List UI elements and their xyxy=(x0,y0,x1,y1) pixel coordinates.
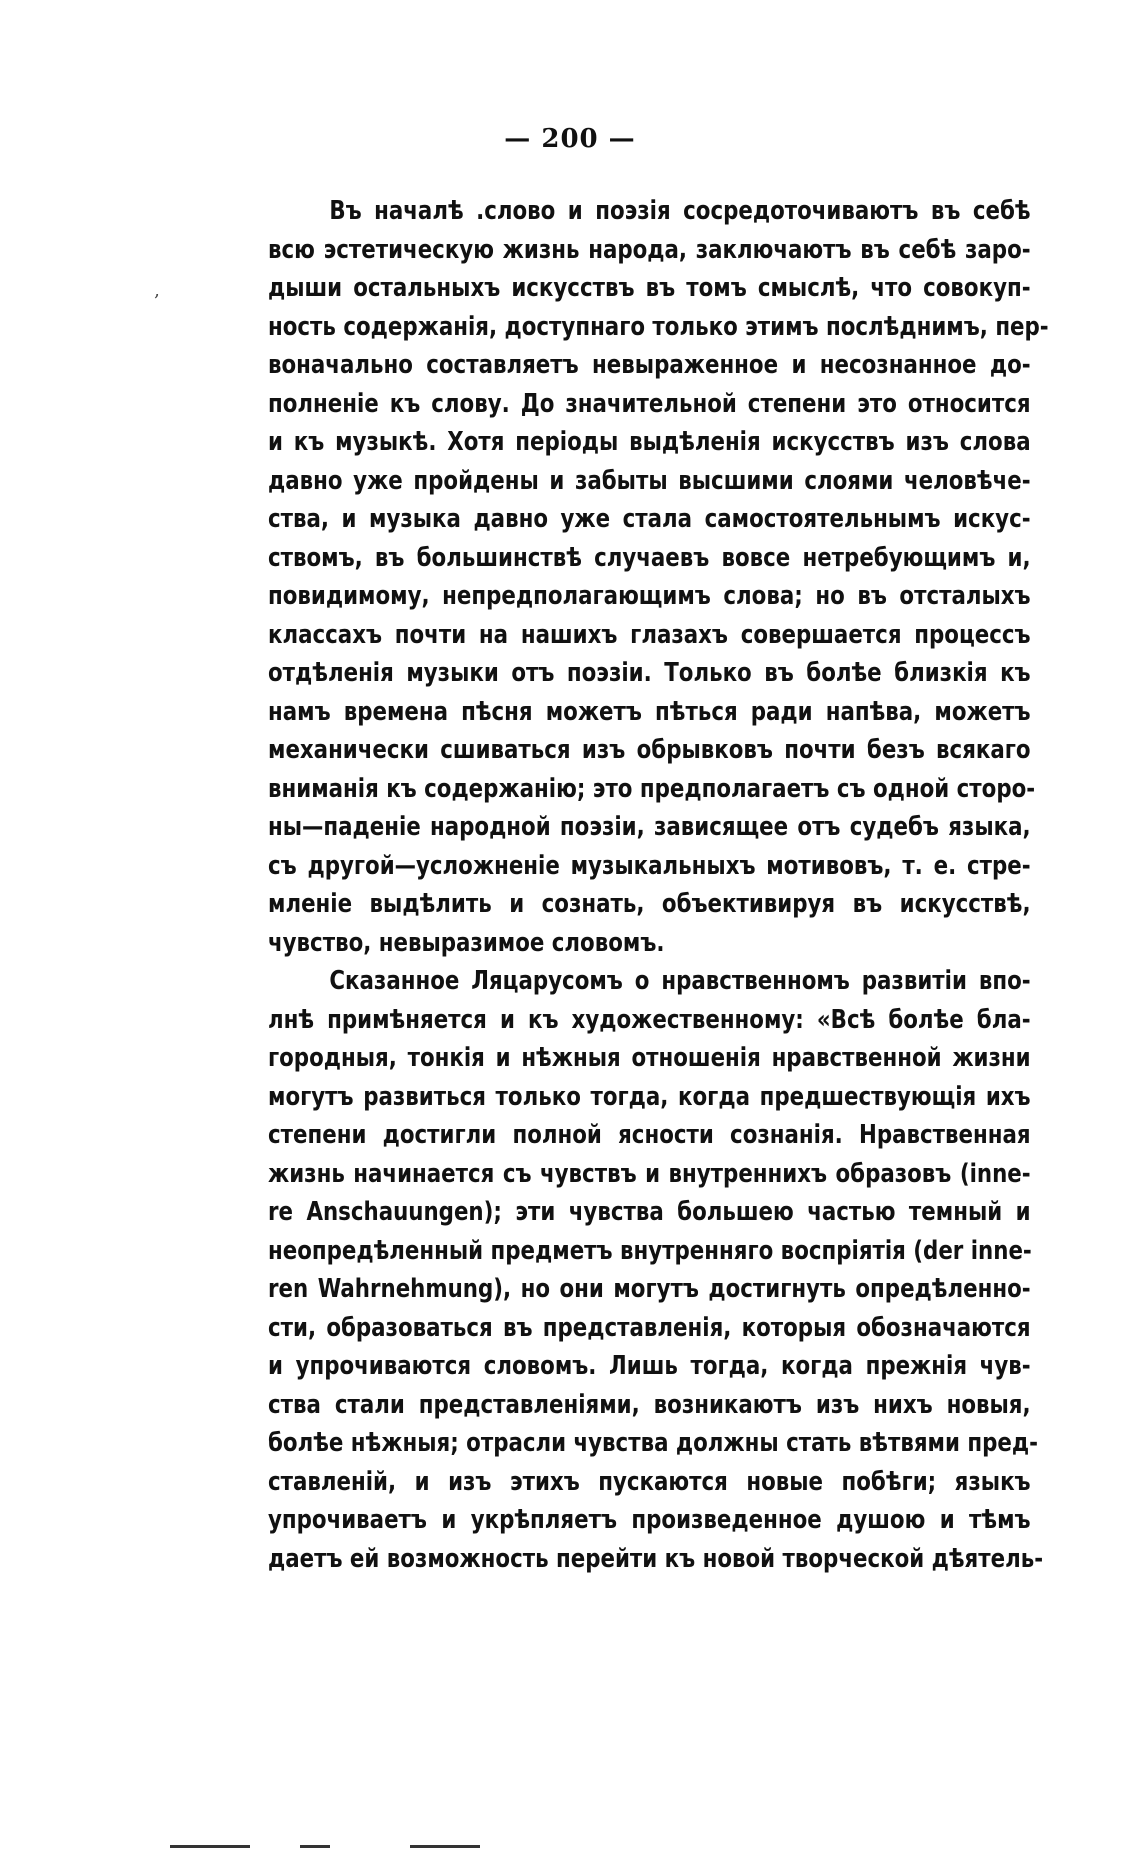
text-line: Въ началѣ .слово и поэзія сосредоточиваютъ въ себѣ xyxy=(329,196,1031,226)
stray-ink-mark: ‚ xyxy=(154,280,160,301)
text-line: механически сшиваться изъ обрывковъ почти безъ всякаго xyxy=(268,735,1031,765)
text-line: чувство, невыразимое словомъ. xyxy=(268,927,665,958)
text-line: всю эстетическую жизнь народа, заключаютъ въ себѣ заро- xyxy=(268,234,1031,265)
text-line: съ другой—усложненіе музыкальныхъ мотивовъ, т. е. стре- xyxy=(268,850,1031,881)
text-line: повидимому, непредполагающимъ слова; но въ отсталыхъ xyxy=(268,581,1031,611)
text-line: ства стали представленіями, возникаютъ изъ нихъ новыя, xyxy=(268,1389,1031,1420)
text-line: упрочиваетъ и укрѣпляетъ произведенное душою и тѣмъ xyxy=(268,1505,1031,1535)
text-line: ставленій, и изъ этихъ пускаются новые побѣги; языкъ xyxy=(268,1466,1031,1497)
text-line: городныя, тонкія и нѣжныя отношенія нравственной жизни xyxy=(268,1043,1031,1073)
text-line: ства, и музыка давно уже стала самостоятельнымъ искус- xyxy=(268,504,1031,534)
footer-rule-middle xyxy=(300,1845,330,1848)
text-line: сти, образоваться въ представленія, которыя обозначаются xyxy=(268,1312,1031,1343)
text-line: давно уже пройдены и забыты высшими слоями человѣче- xyxy=(268,465,1031,496)
text-line: неопредѣленный предметъ внутренняго воспріятія (der inne- xyxy=(268,1235,1032,1266)
text-line: и упрочиваются словомъ. Лишь тогда, когда прежнія чув- xyxy=(268,1351,1031,1381)
text-line: полненіе къ слову. До значительной степени это относится xyxy=(268,388,1031,419)
text-line: воначально составляетъ невыраженное и несознанное до- xyxy=(268,350,1031,380)
text-line: болѣе нѣжныя; отрасли чувства должны стать вѣтвями пред- xyxy=(268,1428,1038,1458)
paragraph-1 xyxy=(268,192,1049,962)
text-line: даетъ ей возможность перейти къ новой творческой дѣятель- xyxy=(268,1543,1044,1574)
body-text xyxy=(268,192,1049,1578)
text-line: и къ музыкѣ. Хотя періоды выдѣленія искусствъ изъ слова xyxy=(268,427,1031,457)
text-line: могутъ развиться только тогда, когда предшествующія ихъ xyxy=(268,1081,1031,1112)
text-line: ны—паденіе народной поэзіи, зависящее отъ судебъ языка, xyxy=(268,812,1031,842)
page-number: — 200 — xyxy=(504,124,636,154)
text-line: лнѣ примѣняется и къ художественному: «Всѣ болѣе бла- xyxy=(268,1004,1031,1035)
text-line: классахъ почти на нашихъ глазахъ совершается процессъ xyxy=(268,619,1031,650)
text-line: степени достигли полной ясности сознанія. Нравственная xyxy=(268,1120,1031,1150)
text-line: вниманія къ содержанію; это предполагаетъ съ одной сторо- xyxy=(268,773,1036,804)
text-line: re Anschauungen); эти чувства большею частью темный и xyxy=(268,1197,1031,1227)
footer-rule-left xyxy=(170,1845,250,1848)
paragraph-2 xyxy=(268,962,1044,1578)
text-line: дыши остальныхъ искусствъ въ томъ смыслѣ, что совокуп- xyxy=(268,273,1031,303)
text-line: ren Wahrnehmung), но они могутъ достигнуть опредѣленно- xyxy=(268,1274,1031,1304)
text-line: жизнь начинается съ чувствъ и внутреннихъ образовъ (inne- xyxy=(268,1158,1031,1189)
text-line: ствомъ, въ большинствѣ случаевъ вовсе нетребующимъ и, xyxy=(268,542,1031,573)
text-line: Сказанное Ляцарусомъ о нравственномъ развитіи впо- xyxy=(329,966,1031,996)
text-line: отдѣленія музыки отъ поэзіи. Только въ болѣе близкія къ xyxy=(268,658,1031,688)
text-line: мленіе выдѣлить и сознать, объективируя въ искусствѣ, xyxy=(268,889,1031,919)
footer-rule-right xyxy=(410,1845,480,1848)
text-line: намъ времена пѣсня можетъ пѣться ради напѣва, можетъ xyxy=(268,696,1031,727)
text-line: ность содержанія, доступнаго только этимъ послѣднимъ, пер- xyxy=(268,311,1049,342)
